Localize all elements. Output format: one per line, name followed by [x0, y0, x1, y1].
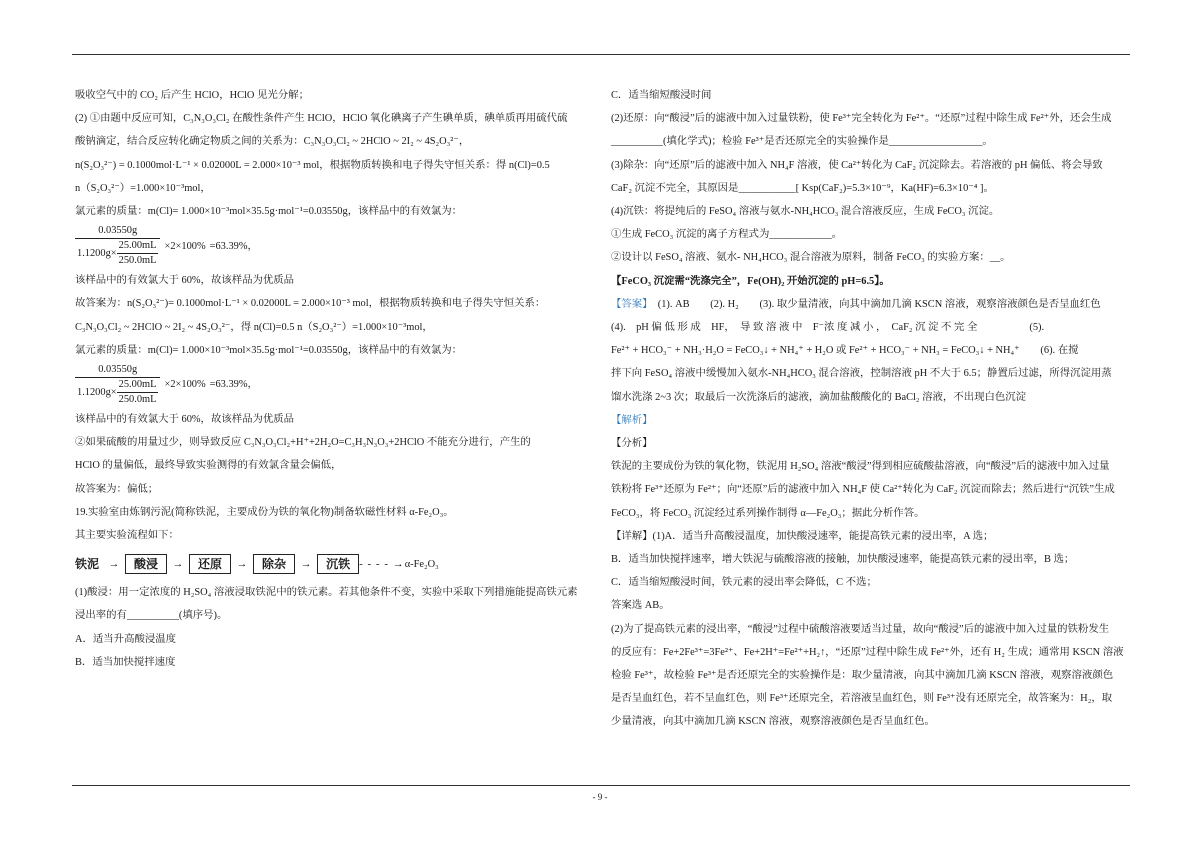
text-line: 其主要实验流程如下：: [75, 530, 179, 542]
question-19-title: 19.实验室由炼钢污泥(简称铁泥，主要成份为铁的氧化物)制备软磁性材料 α-Fe₂O₃。: [75, 506, 454, 518]
text-line: 酸钠滴定，结合反应转化确定物质之间的关系为：C₃N₃O₃Cl₂ ~ 2HClO ~ 2I₂ ~ 4S₂O₃²⁻，: [75, 136, 470, 148]
flow-step-box: 还原: [189, 554, 231, 574]
answer-line: [611, 293, 1129, 316]
text-line: ①生成 FeCO₃ 沉淀的离子方程式为____________。: [611, 229, 843, 241]
fraction-tail: ×2×100%: [164, 240, 206, 252]
option-a: A．适当升高酸浸温度: [75, 633, 177, 645]
text-line: 故答案为：n(S₂O₃²⁻)= 0.1000mol·L⁻¹ × 0.02000L = 2.000×10⁻³ mol，根据物质转换和电子得失守恒关系：: [75, 298, 546, 310]
text-line: 铁泥的主要成份为铁的氧化物，铁泥用 H₂SO₄ 溶液“酸浸”得到相应硫酸盐溶液，向“酸浸”后的滤液中加入过量: [611, 461, 1110, 473]
option-b: B．适当加快搅拌速度: [75, 656, 176, 668]
text-line: n（S₂O₃²⁻）=1.000×10⁻³mol，: [75, 182, 211, 194]
text-line: 【详解】(1)A．适当升高酸浸温度，加快酸浸速率，能提高铁元素的浸出率，A 选；: [611, 530, 994, 542]
text-line: 拌下向 FeSO₄ 溶液中缓慢加入氨水-NH₄HCO₃ 混合溶液，控制溶液 pH 不大于 6.5；静置后过滤，所得沉淀用蒸: [611, 368, 1112, 380]
text-line: 检验 Fe³⁺，故检验 Fe³⁺是否还原完全的实验操作是：取少量清液，向其中滴加几滴 KSCN 溶液，观察溶液颜色: [611, 670, 1114, 682]
text-line: 答案选 AB。: [611, 600, 670, 612]
text-line: (4)沉铁：将提纯后的 FeSO₄ 溶液与氨水-NH₄HCO₃ 混合溶液反应，生成 FeCO₃ 沉淀。: [611, 206, 1000, 218]
text-line: CaF₂ 沉淀不完全，其原因是___________[ Ksp(CaF₂)=5.3×10⁻⁹，Ka(HF)=6.3×10⁻⁴ ]。: [611, 182, 994, 194]
inner-denominator: 250.0mL: [118, 394, 157, 406]
top-rule: [72, 54, 1130, 55]
text-line: 氯元素的质量：m(Cl)= 1.000×10⁻³mol×35.5g·mol⁻¹=0.03550g，该样品中的有效氯为：: [75, 206, 462, 218]
flow-step-box: 酸浸: [125, 554, 167, 574]
equation-line: Fe²⁺ + HCO₃⁻ + NH₃·H₂O = FeCO₃↓ + NH₄⁺ + H₂O 或 Fe²⁺ + HCO₃⁻ + NH₃ = FeCO₃↓ + NH₄⁺ (6). 在搅: [611, 345, 1079, 357]
inner-numerator: 25.00mL: [117, 378, 159, 393]
inner-fraction: [117, 239, 159, 268]
fraction-denominator: [75, 239, 160, 268]
fraction-result: =63.39%，: [209, 240, 258, 252]
fraction-formula-1: [75, 223, 589, 269]
fraction-denominator: [75, 378, 160, 407]
fraction-tail: ×2×100%: [164, 379, 206, 391]
text-line: (4). pH 偏 低 形 成 HF， 导 致 溶 液 中 F⁻浓 度 减 小 ， CaF₂ 沉 淀 不 完 全 (5).: [611, 322, 1045, 334]
flow-step-box: 除杂: [253, 554, 295, 574]
text-line: ②如果硫酸的用量过少，则导致反应 C₃N₃O₃Cl₂+H⁺+2H₂O=C₃H₃N₃O₃+2HClO 不能充分进行，产生的: [75, 437, 531, 449]
text-line: 铁粉将 Fe³⁺还原为 Fe²⁺；向“还原”后的滤液中加入 NH₄F 使 Ca²⁺转化为 CaF₂ 沉淀而除去；然后进行“沉铁”生成: [611, 484, 1115, 496]
text-line: 氯元素的质量：m(Cl)= 1.000×10⁻³mol×35.5g·mol⁻¹=0.03550g，该样品中的有效氯为：: [75, 344, 462, 356]
text-line: 的反应有：Fe+2Fe³⁺=3Fe²⁺、Fe+2H⁺=Fe²⁺+H₂↑，“还原”过程中除生成 Fe²⁺外，还有 H₂ 生成；通常用 KSCN 溶液: [611, 646, 1124, 658]
denominator-mass: 1.1200g×: [77, 386, 117, 398]
arrow-right-icon: →: [172, 557, 184, 570]
arrow-right-icon: →: [236, 557, 248, 570]
text-line: FeCO₃，将 FeCO₃ 沉淀经过系列操作制得 α—Fe₂O₃；据此分析作答。: [611, 507, 925, 519]
text-line: 是否呈血红色，若不呈血红色，则 Fe³⁺还原完全，若溶液呈血红色，则 Fe³⁺没有还原完全，故答案为：H₂，取: [611, 693, 1113, 705]
text-line: 吸收空气中的 CO₂ 后产生 HClO，HClO 见光分解；: [75, 90, 309, 101]
fraction-formula-2: [75, 362, 589, 408]
text-line: 少量清液，向其中滴加几滴 KSCN 溶液，观察溶液颜色是否呈血红色。: [611, 716, 935, 728]
text-line: (2) ①由题中反应可知，C₃N₃O₃Cl₂ 在酸性条件产生 HClO，HClO 氧化碘离子产生碘单质，碘单质再用硫代硫: [75, 113, 568, 125]
text-line: __________(填化学式)；检验 Fe³⁺是否还原完全的实验操作是__________________。: [611, 136, 993, 148]
arrow-right-icon: →: [300, 557, 312, 570]
flow-end: α-Fe₂O₃: [404, 558, 439, 570]
text-line: 该样品中的有效氯大于 60%，故该样品为优质品: [75, 275, 295, 287]
right-column: [611, 84, 1129, 734]
answer-tag: 【答案】: [611, 298, 648, 310]
text-line: 浸出率的有__________(填序号)。: [75, 610, 228, 622]
inner-denominator: 250.0mL: [118, 255, 157, 267]
option-c: C．适当缩短酸浸时间: [611, 90, 712, 101]
text-line: HClO 的量偏低，最终导致实验测得的有效氯含量会偏低，: [75, 460, 342, 472]
fraction-numerator: 0.03550g: [75, 363, 160, 378]
fraction: [75, 363, 160, 407]
note-line: 【FeCO₃ 沉淀需“洗涤完全”，Fe(OH)₂ 开始沉淀的 pH=6.5】。: [611, 275, 890, 287]
text-line: C．适当缩短酸浸时间，铁元素的浸出率会降低，C 不选；: [611, 577, 877, 589]
text-line: 【分析】: [611, 438, 653, 450]
text-line: 故答案为：偏低；: [75, 483, 159, 495]
fraction-result: =63.39%，: [209, 379, 258, 391]
page-number: - 9 -: [592, 792, 608, 802]
text-line: B．适当加快搅拌速率，增大铁泥与硫酸溶液的接触，加快酸浸速率，能提高铁元素的浸出率，B 选；: [611, 554, 1075, 566]
fraction: [75, 224, 160, 268]
answer-text: (1). AB (2). H₂ (3). 取少量清液，向其中滴加几滴 KSCN 溶液，观察溶液颜色是否呈血红色: [657, 298, 1101, 310]
dashed-arrow-icon: - - - - →: [359, 557, 405, 570]
arrow-right-icon: →: [108, 557, 120, 570]
denominator-mass: 1.1200g×: [77, 248, 117, 260]
text-line: C₃N₃O₃Cl₂ ~ 2HClO ~ 2I₂ ~ 4S₂O₃²⁻，得 n(Cl)=0.5 n（S₂O₃²⁻）=1.000×10⁻³mol，: [75, 321, 433, 333]
text-line: (2)为了提高铁元素的浸出率，“酸浸”过程中硫酸溶液要适当过量，故向“酸浸”后的滤液中加入过量的铁粉发生: [611, 623, 1110, 635]
process-flow-diagram: [75, 551, 589, 577]
text-line: ②设计以 FeSO₄ 溶液、氨水- NH₄HCO₃ 混合溶液为原料，制备 FeCO₃ 的实验方案：__。: [611, 252, 1011, 264]
text-line: 该样品中的有效氯大于 60%，故该样品为优质品: [75, 414, 295, 426]
flow-start: 铁泥: [75, 556, 100, 571]
inner-fraction: [117, 378, 159, 407]
bottom-rule: [72, 785, 1130, 786]
fraction-numerator: 0.03550g: [75, 224, 160, 239]
flow-step-box: 沉铁: [317, 554, 359, 574]
left-column: [75, 84, 589, 674]
text-line: (2)还原：向“酸浸”后的滤液中加入过量铁粉，使 Fe³⁺完全转化为 Fe²⁺。“还原”过程中除生成 Fe²⁺外，还会生成: [611, 113, 1112, 125]
text-line: (1)酸浸：用一定浓度的 H₂SO₄ 溶液浸取铁泥中的铁元素。若其他条件不变，实验中采取下列措施能提高铁元素: [75, 587, 578, 599]
analysis-tag: 【解析】: [611, 414, 653, 426]
inner-numerator: 25.00mL: [117, 239, 159, 254]
text-line: (3)除杂：向“还原”后的滤液中加入 NH₄F 溶液，使 Ca²⁺转化为 CaF₂ 沉淀除去。若溶液的 pH 偏低、将会导致: [611, 159, 1103, 171]
text-line: 馏水洗涤 2~3 次；取最后一次洗涤后的滤液，滴加盐酸酸化的 BaCl₂ 溶液，不出现白色沉淀: [611, 391, 1027, 403]
text-line: n(S₂O₃²⁻) = 0.1000mol·L⁻¹ × 0.02000L = 2.000×10⁻³ mol，根据物质转换和电子得失守恒关系：得 n(Cl)=0.5: [75, 159, 550, 171]
